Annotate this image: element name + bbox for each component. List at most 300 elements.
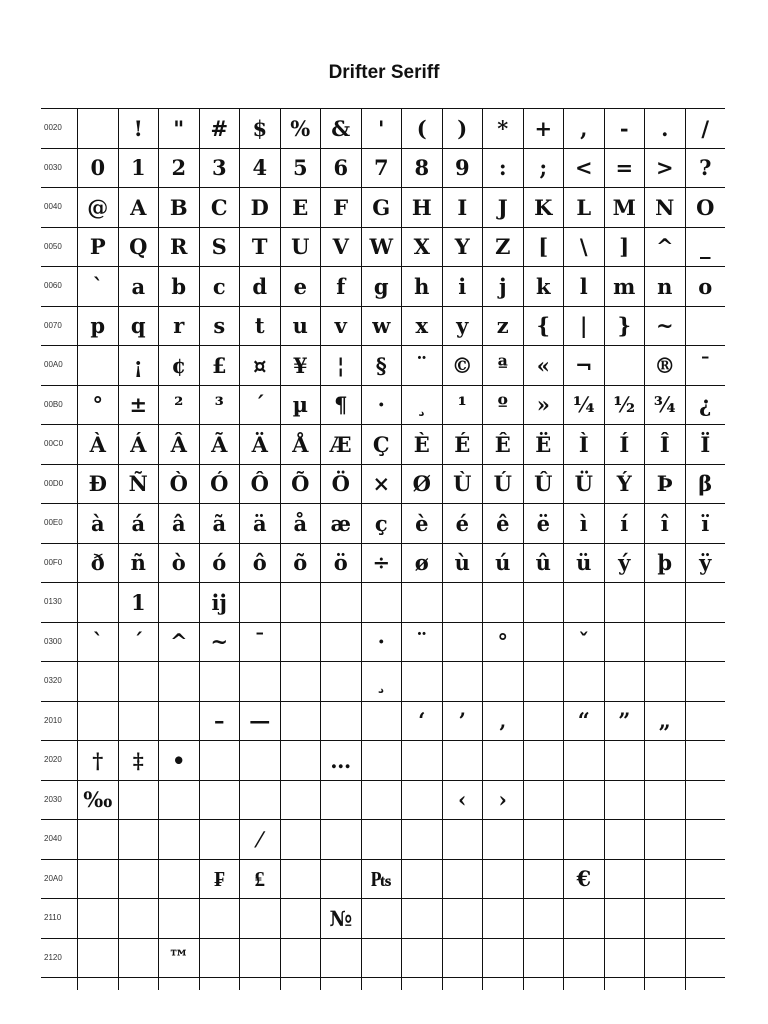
empty-cell <box>483 978 524 991</box>
glyph-cell <box>483 820 524 860</box>
glyph-cell: u <box>280 306 321 346</box>
glyph-cell: Q <box>118 227 159 267</box>
glyph-cell <box>442 820 483 860</box>
glyph-row <box>41 701 725 741</box>
glyph-cell <box>280 741 321 781</box>
glyph-cell: o <box>685 267 725 307</box>
glyph-cell <box>483 859 524 899</box>
glyph-table <box>41 108 725 990</box>
row-label: 2040 <box>41 820 78 860</box>
glyph-cell: Í <box>604 425 645 465</box>
empty-cell <box>564 978 605 991</box>
glyph-cell <box>604 780 645 820</box>
glyph-cell: “ <box>564 701 605 741</box>
glyph-cell: ³ <box>199 385 240 425</box>
glyph-cell <box>685 938 725 978</box>
row-label: 2120 <box>41 938 78 978</box>
glyph-cell: Ö <box>321 464 362 504</box>
glyph-cell <box>402 899 443 939</box>
glyph-cell <box>159 899 200 939</box>
glyph-grid <box>41 108 725 990</box>
row-label: 00A0 <box>41 346 78 386</box>
glyph-cell <box>645 820 686 860</box>
glyph-cell: Û <box>523 464 564 504</box>
glyph-cell: å <box>280 504 321 544</box>
glyph-cell: @ <box>78 188 119 228</box>
glyph-cell <box>483 583 524 623</box>
glyph-cell: í <box>604 504 645 544</box>
empty-cell <box>645 978 686 991</box>
glyph-cell <box>523 583 564 623</box>
glyph-cell: ¸ <box>361 662 402 702</box>
glyph-cell <box>645 899 686 939</box>
glyph-cell: w <box>361 306 402 346</box>
glyph-cell: ) <box>442 109 483 149</box>
glyph-cell: h <box>402 267 443 307</box>
glyph-cell: ¡ <box>118 346 159 386</box>
glyph-cell <box>78 662 119 702</box>
glyph-cell: m <box>604 267 645 307</box>
glyph-cell: 9 <box>442 148 483 188</box>
glyph-cell: 7 <box>361 148 402 188</box>
glyph-cell: ý <box>604 543 645 583</box>
glyph-cell <box>523 780 564 820</box>
glyph-cell: v <box>321 306 362 346</box>
glyph-cell: > <box>645 148 686 188</box>
glyph-cell <box>78 109 119 149</box>
glyph-cell: Ç <box>361 425 402 465</box>
glyph-cell: ® <box>645 346 686 386</box>
glyph-row <box>41 504 725 544</box>
glyph-cell: ‹ <box>442 780 483 820</box>
glyph-cell: Ü <box>564 464 605 504</box>
glyph-cell: æ <box>321 504 362 544</box>
glyph-cell: % <box>280 109 321 149</box>
glyph-cell <box>159 859 200 899</box>
glyph-cell: ` <box>78 622 119 662</box>
glyph-cell: d <box>240 267 281 307</box>
glyph-cell: Â <box>159 425 200 465</box>
glyph-cell <box>645 583 686 623</box>
glyph-cell <box>564 780 605 820</box>
glyph-cell: ` <box>78 267 119 307</box>
glyph-cell: ¨ <box>402 622 443 662</box>
glyph-cell: O <box>685 188 725 228</box>
glyph-cell <box>118 938 159 978</box>
glyph-cell: é <box>442 504 483 544</box>
glyph-cell: ] <box>604 227 645 267</box>
row-label: 0050 <box>41 227 78 267</box>
glyph-cell: ( <box>402 109 443 149</box>
glyph-cell <box>199 780 240 820</box>
glyph-cell <box>78 859 119 899</box>
glyph-cell <box>523 622 564 662</box>
glyph-cell: g <box>361 267 402 307</box>
glyph-cell <box>280 899 321 939</box>
row-label: 0130 <box>41 583 78 623</box>
glyph-cell: i <box>442 267 483 307</box>
glyph-cell: ‰ <box>78 780 119 820</box>
empty-cell <box>118 978 159 991</box>
glyph-cell: ‡ <box>118 741 159 781</box>
glyph-cell: A <box>118 188 159 228</box>
glyph-cell: ± <box>118 385 159 425</box>
empty-cell <box>604 978 645 991</box>
glyph-cell: ñ <box>118 543 159 583</box>
glyph-cell <box>645 938 686 978</box>
glyph-cell: W <box>361 227 402 267</box>
glyph-cell <box>159 583 200 623</box>
glyph-cell: ë <box>523 504 564 544</box>
glyph-cell: 4 <box>240 148 281 188</box>
glyph-cell: è <box>402 504 443 544</box>
glyph-cell: ¨ <box>402 346 443 386</box>
glyph-cell: ” <box>604 701 645 741</box>
glyph-cell: ~ <box>645 306 686 346</box>
glyph-cell: " <box>159 109 200 149</box>
glyph-cell: | <box>564 306 605 346</box>
glyph-cell <box>159 662 200 702</box>
glyph-cell <box>199 662 240 702</box>
glyph-cell <box>118 701 159 741</box>
glyph-cell <box>564 662 605 702</box>
glyph-cell: … <box>321 741 362 781</box>
glyph-cell: H <box>402 188 443 228</box>
glyph-cell <box>321 583 362 623</box>
glyph-cell <box>280 662 321 702</box>
glyph-cell: ü <box>564 543 605 583</box>
glyph-cell <box>240 899 281 939</box>
glyph-cell <box>402 741 443 781</box>
glyph-cell <box>280 820 321 860</box>
row-label: 0020 <box>41 109 78 149</box>
row-label: 0070 <box>41 306 78 346</box>
glyph-cell <box>402 820 443 860</box>
glyph-cell: ê <box>483 504 524 544</box>
glyph-cell: É <box>442 425 483 465</box>
glyph-cell: Ä <box>240 425 281 465</box>
glyph-cell: z <box>483 306 524 346</box>
glyph-cell: Ú <box>483 464 524 504</box>
glyph-cell: « <box>523 346 564 386</box>
row-label: 2020 <box>41 741 78 781</box>
glyph-cell <box>523 938 564 978</box>
glyph-cell <box>240 662 281 702</box>
glyph-cell: Ã <box>199 425 240 465</box>
glyph-cell: ã <box>199 504 240 544</box>
row-label: 0060 <box>41 267 78 307</box>
glyph-cell: † <box>78 741 119 781</box>
glyph-cell: Đ <box>78 464 119 504</box>
glyph-cell: ⁄ <box>240 820 281 860</box>
page-title: Drifter Seriff <box>328 62 440 83</box>
glyph-cell <box>604 583 645 623</box>
glyph-cell: ¦ <box>321 346 362 386</box>
glyph-cell: › <box>483 780 524 820</box>
glyph-cell: M <box>604 188 645 228</box>
glyph-cell: ¼ <box>564 385 605 425</box>
glyph-cell: S <box>199 227 240 267</box>
glyph-cell: ½ <box>604 385 645 425</box>
glyph-cell: ¬ <box>564 346 605 386</box>
glyph-cell: ó <box>199 543 240 583</box>
glyph-cell: k <box>523 267 564 307</box>
grid-continuation-row <box>41 978 725 991</box>
glyph-cell: ₧ <box>361 859 402 899</box>
glyph-cell: Y <box>442 227 483 267</box>
glyph-cell: ª <box>483 346 524 386</box>
glyph-cell: þ <box>645 543 686 583</box>
glyph-cell <box>442 859 483 899</box>
glyph-cell: e <box>280 267 321 307</box>
glyph-cell <box>483 662 524 702</box>
empty-cell <box>78 978 119 991</box>
glyph-cell: õ <box>280 543 321 583</box>
glyph-cell <box>361 938 402 978</box>
glyph-cell <box>523 820 564 860</box>
glyph-cell: ä <box>240 504 281 544</box>
glyph-cell <box>523 859 564 899</box>
glyph-cell: l <box>564 267 605 307</box>
empty-cell <box>41 978 78 991</box>
glyph-cell: Ù <box>442 464 483 504</box>
glyph-cell: x <box>402 306 443 346</box>
glyph-row <box>41 109 725 149</box>
glyph-cell <box>78 583 119 623</box>
glyph-cell <box>523 741 564 781</box>
glyph-cell: ¿ <box>685 385 725 425</box>
glyph-row <box>41 662 725 702</box>
glyph-cell <box>645 741 686 781</box>
glyph-cell: Á <box>118 425 159 465</box>
glyph-cell: ô <box>240 543 281 583</box>
glyph-cell: p <box>78 306 119 346</box>
glyph-cell: ÷ <box>361 543 402 583</box>
glyph-cell: · <box>361 622 402 662</box>
glyph-row <box>41 385 725 425</box>
glyph-cell <box>685 583 725 623</box>
glyph-cell <box>685 306 725 346</box>
glyph-cell: ö <box>321 543 362 583</box>
glyph-cell <box>280 938 321 978</box>
glyph-cell <box>321 780 362 820</box>
glyph-cell: ' <box>361 109 402 149</box>
glyph-cell: U <box>280 227 321 267</box>
glyph-row <box>41 583 725 623</box>
glyph-cell: ï <box>685 504 725 544</box>
glyph-cell: β <box>685 464 725 504</box>
glyph-cell <box>159 780 200 820</box>
glyph-cell <box>361 741 402 781</box>
glyph-cell: D <box>240 188 281 228</box>
glyph-cell: Z <box>483 227 524 267</box>
glyph-cell: _ <box>685 227 725 267</box>
glyph-cell <box>685 622 725 662</box>
glyph-cell: & <box>321 109 362 149</box>
glyph-cell <box>78 820 119 860</box>
glyph-cell <box>442 899 483 939</box>
glyph-row <box>41 227 725 267</box>
glyph-cell: < <box>564 148 605 188</box>
glyph-row <box>41 899 725 939</box>
glyph-cell: E <box>280 188 321 228</box>
glyph-cell: # <box>199 109 240 149</box>
glyph-cell: ₤ <box>240 859 281 899</box>
glyph-cell: ~ <box>199 622 240 662</box>
glyph-cell: Ø <box>402 464 443 504</box>
empty-cell <box>321 978 362 991</box>
glyph-cell: Ë <box>523 425 564 465</box>
glyph-cell: T <box>240 227 281 267</box>
glyph-cell <box>118 662 159 702</box>
glyph-row <box>41 148 725 188</box>
glyph-cell <box>402 780 443 820</box>
glyph-cell <box>240 583 281 623</box>
glyph-cell: ¢ <box>159 346 200 386</box>
glyph-cell: ; <box>523 148 564 188</box>
glyph-cell: a <box>118 267 159 307</box>
glyph-cell: · <box>361 385 402 425</box>
empty-cell <box>280 978 321 991</box>
glyph-cell <box>159 701 200 741</box>
glyph-cell: ¹ <box>442 385 483 425</box>
glyph-row <box>41 188 725 228</box>
glyph-cell <box>199 741 240 781</box>
glyph-cell: n <box>645 267 686 307</box>
glyph-cell: 2 <box>159 148 200 188</box>
row-label: 0320 <box>41 662 78 702</box>
glyph-cell: â <box>159 504 200 544</box>
glyph-cell <box>564 820 605 860</box>
glyph-cell: 1 <box>118 583 159 623</box>
glyph-cell: [ <box>523 227 564 267</box>
glyph-cell <box>685 701 725 741</box>
row-label: 20A0 <box>41 859 78 899</box>
glyph-cell: Î <box>645 425 686 465</box>
glyph-cell <box>523 899 564 939</box>
glyph-cell: . <box>645 109 686 149</box>
glyph-cell <box>483 899 524 939</box>
glyph-cell: § <box>361 346 402 386</box>
glyph-cell: û <box>523 543 564 583</box>
glyph-cell: G <box>361 188 402 228</box>
glyph-cell: Ý <box>604 464 645 504</box>
glyph-cell: „ <box>645 701 686 741</box>
row-label: 0300 <box>41 622 78 662</box>
glyph-cell: * <box>483 109 524 149</box>
glyph-cell: ì <box>564 504 605 544</box>
glyph-cell <box>604 859 645 899</box>
glyph-cell: V <box>321 227 362 267</box>
glyph-cell: y <box>442 306 483 346</box>
glyph-cell: Ì <box>564 425 605 465</box>
glyph-cell: { <box>523 306 564 346</box>
glyph-row <box>41 820 725 860</box>
glyph-cell: ^ <box>645 227 686 267</box>
glyph-row <box>41 464 725 504</box>
glyph-cell <box>645 662 686 702</box>
glyph-cell: ò <box>159 543 200 583</box>
glyph-cell: À <box>78 425 119 465</box>
glyph-cell: q <box>118 306 159 346</box>
glyph-cell: ¶ <box>321 385 362 425</box>
glyph-cell <box>159 820 200 860</box>
glyph-cell: ‚ <box>483 701 524 741</box>
glyph-cell <box>604 899 645 939</box>
glyph-cell: : <box>483 148 524 188</box>
glyph-row <box>41 425 725 465</box>
glyph-cell <box>523 701 564 741</box>
row-label: 00F0 <box>41 543 78 583</box>
glyph-cell <box>240 741 281 781</box>
glyph-cell: ç <box>361 504 402 544</box>
glyph-cell <box>240 780 281 820</box>
glyph-cell <box>442 622 483 662</box>
empty-cell <box>685 978 725 991</box>
glyph-cell <box>118 859 159 899</box>
glyph-cell <box>361 899 402 939</box>
glyph-cell: ¯ <box>240 622 281 662</box>
row-label: 00B0 <box>41 385 78 425</box>
glyph-row <box>41 267 725 307</box>
glyph-cell: – <box>199 701 240 741</box>
glyph-cell: r <box>159 306 200 346</box>
glyph-cell <box>321 820 362 860</box>
glyph-cell: 5 <box>280 148 321 188</box>
glyph-cell <box>199 938 240 978</box>
glyph-cell: Õ <box>280 464 321 504</box>
glyph-cell <box>321 662 362 702</box>
glyph-cell <box>442 938 483 978</box>
glyph-cell: £ <box>199 346 240 386</box>
empty-cell <box>361 978 402 991</box>
glyph-cell <box>280 701 321 741</box>
glyph-cell <box>361 583 402 623</box>
empty-cell <box>523 978 564 991</box>
glyph-cell: Ó <box>199 464 240 504</box>
glyph-cell: ø <box>402 543 443 583</box>
row-label: 00C0 <box>41 425 78 465</box>
glyph-cell: N <box>645 188 686 228</box>
glyph-cell: 6 <box>321 148 362 188</box>
glyph-cell: Æ <box>321 425 362 465</box>
glyph-cell: î <box>645 504 686 544</box>
glyph-cell: ° <box>78 385 119 425</box>
glyph-cell: t <box>240 306 281 346</box>
glyph-cell: B <box>159 188 200 228</box>
glyph-cell: ? <box>685 148 725 188</box>
row-label: 2030 <box>41 780 78 820</box>
glyph-cell <box>78 938 119 978</box>
glyph-cell <box>523 662 564 702</box>
glyph-cell <box>685 780 725 820</box>
glyph-cell: ² <box>159 385 200 425</box>
glyph-row <box>41 741 725 781</box>
glyph-cell: ! <box>118 109 159 149</box>
glyph-cell <box>280 622 321 662</box>
glyph-cell: f <box>321 267 362 307</box>
glyph-cell <box>199 899 240 939</box>
empty-cell <box>240 978 281 991</box>
glyph-cell <box>564 741 605 781</box>
glyph-cell <box>442 662 483 702</box>
glyph-cell <box>685 741 725 781</box>
glyph-cell <box>604 820 645 860</box>
glyph-cell: ™ <box>159 938 200 978</box>
row-label: 00D0 <box>41 464 78 504</box>
glyph-cell: 8 <box>402 148 443 188</box>
row-label: 0030 <box>41 148 78 188</box>
